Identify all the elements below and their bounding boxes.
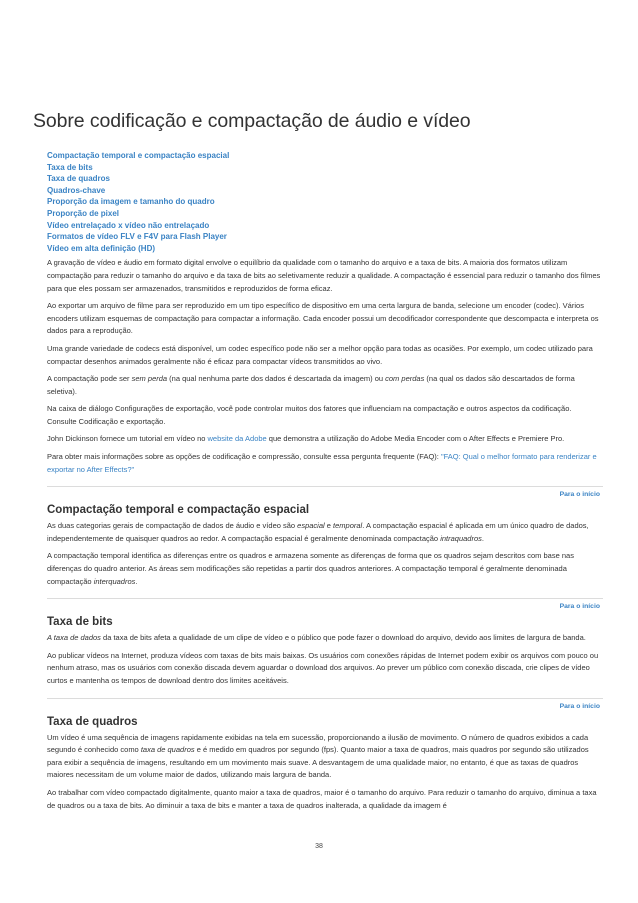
- toc-item[interactable]: Proporção de pixel: [47, 208, 120, 218]
- toc-item[interactable]: Vídeo em alta definição (HD): [47, 243, 156, 253]
- section-heading: Taxa de quadros: [47, 715, 138, 728]
- back-to-top-link[interactable]: Para o início: [559, 702, 600, 710]
- paragraph: Um vídeo é uma sequência de imagens rapidamente exibidas na tela em sucessão, proporcionando a ilusão de movimento. O número de quadros exibidos a cada segundo é conhecido como taxa de quadros e é medido em quadros por segundo (fps). Quanto maior a taxa de quadros, mais quadros por segundo são utilizados para exibir a sequência de imagens, resultando em um movimento mais suave. A desvantagem de uma qualidade maior, no entanto, é que as taxas de quadros maiores necessitam de um volume maior de dados, utilizando mais largura de banda.: [47, 732, 589, 780]
- page-number: 38: [315, 843, 323, 850]
- section-bit-rate: [47, 598, 603, 687]
- toc-item[interactable]: Formatos de vídeo FLV e F4V para Flash Player: [47, 232, 227, 242]
- paragraph: Para obter mais informações sobre as opções de codificação e compressão, consulte essa pergunta frequente (FAQ): "FAQ: Qual o melhor formato para renderizar e exportar no After Effects?": [47, 452, 597, 474]
- paragraph: Uma grande variedade de codecs está disponível, um codec específico pode não ser a melhor opção para todas as ocasiões. Por exemplo, um codec utilizado para compactar desenhos animados geralmente não é eficaz para compactar vídeos transmitidos ao vivo.: [47, 343, 593, 366]
- toc-item[interactable]: Quadros-chave: [47, 185, 106, 195]
- paragraph: A taxa de dados da taxa de bits afeta a qualidade de um clipe de vídeo e o público que pode fazer o download do arquivo, devido aos limites de largura de banda.: [47, 633, 586, 643]
- table-of-contents: [47, 150, 603, 254]
- paragraph: As duas categorias gerais de compactação de dados de áudio e vídeo são espacial e temporal. A compactação espacial é aplicada em um único quadro de dados, independentemente de quaisquer quadros ao redor. A compactação espacial é geralmente denominada compactação intraquadros.: [47, 521, 589, 543]
- toc-item[interactable]: Taxa de bits: [47, 162, 93, 172]
- paragraph: A compactação temporal identifica as diferenças entre os quadros e armazena somente as diferenças de forma que os quadros sejam descritos com base nas diferenças do quadro anterior. As áreas sem modificações são repetidas a partir dos quadros anteriores. A compactação temporal é geralmente denominada compactação interquadros.: [47, 551, 574, 586]
- back-to-top-link[interactable]: Para o início: [559, 491, 600, 499]
- faq-link[interactable]: "FAQ: Qual o melhor formato para renderizar e exportar no After Effects?": [47, 452, 597, 474]
- page-title: Sobre codificação e compactação de áudio e vídeo: [33, 110, 471, 132]
- paragraph: John Dickinson fornece um tutorial em vídeo no website da Adobe que demonstra a utilização do Adobe Media Encoder com o After Effects e Premiere Pro.: [47, 434, 565, 444]
- section-heading: Taxa de bits: [47, 616, 113, 629]
- document-content: [47, 150, 603, 817]
- toc-item[interactable]: Proporção da imagem e tamanho do quadro: [47, 197, 215, 207]
- paragraph: Ao publicar vídeos na Internet, produza vídeos com taxas de bits mais baixas. Os usuários com conexões rápidas de Internet podem exibir os arquivos com pouco ou nenhum atraso, mas os usuários com conexão discada devem aguardar o download dos arquivos. Ao prever um público com conexão discada, crie clipes de vídeo curtos e mantenha os tempos de download dentro dos limites aceitáveis.: [47, 650, 599, 685]
- section-frame-rate: [47, 698, 603, 813]
- paragraph: Ao trabalhar com vídeo compactado digitalmente, quanto maior a taxa de quadros, maior é o tamanho do arquivo. Para reduzir o tamanho do arquivo, diminua a taxa de quadros ou a taxa de bits. Ao diminuir a taxa de bits e manter a taxa de quadros inalterada, a qualidade da imagem é: [47, 787, 597, 810]
- toc-item[interactable]: Taxa de quadros: [47, 174, 110, 184]
- paragraph: Na caixa de diálogo Configurações de exportação, você pode controlar muitos dos fatores que influenciam na compactação e outros aspectos da codificação. Consulte Codificação e exportação.: [47, 404, 572, 426]
- section-heading: Compactação temporal e compactação espacial: [47, 504, 310, 517]
- back-to-top-link[interactable]: Para o início: [559, 603, 600, 611]
- adobe-website-link[interactable]: website da Adobe: [207, 434, 267, 444]
- paragraph: A gravação de vídeo e áudio em formato digital envolve o equilíbrio da qualidade com o tamanho do arquivo e a taxa de bits. A maioria dos formatos utilizam compactação para reduzir o tamanho do arquivo e da taxa de bits ao seletivamente reduzir a qualidade. A compactação é essencial para reduzir o tamanho dos filmes para que eles possam ser armazenados, transmitidos e reproduzidos de forma eficaz.: [47, 258, 601, 293]
- toc-item[interactable]: Vídeo entrelaçado x vídeo não entrelaçado: [47, 220, 210, 230]
- paragraph: A compactação pode ser sem perda (na qual nenhuma parte dos dados é descartada da imagem) ou com perdas (na qual os dados são descartados de forma seletiva).: [47, 374, 575, 396]
- toc-item[interactable]: Compactação temporal e compactação espacial: [47, 151, 230, 160]
- paragraph: Ao exportar um arquivo de filme para ser reproduzido em um tipo específico de dispositivo em uma certa largura de banda, selecione um encoder (codec). Vários encoders utilizam esquemas de compactação para compactar a informação. Cada encoder possui um decodificador correspondente que descompacta e interpreta os dados para a reprodução.: [47, 301, 599, 336]
- section-temporal-spatial: [47, 486, 603, 588]
